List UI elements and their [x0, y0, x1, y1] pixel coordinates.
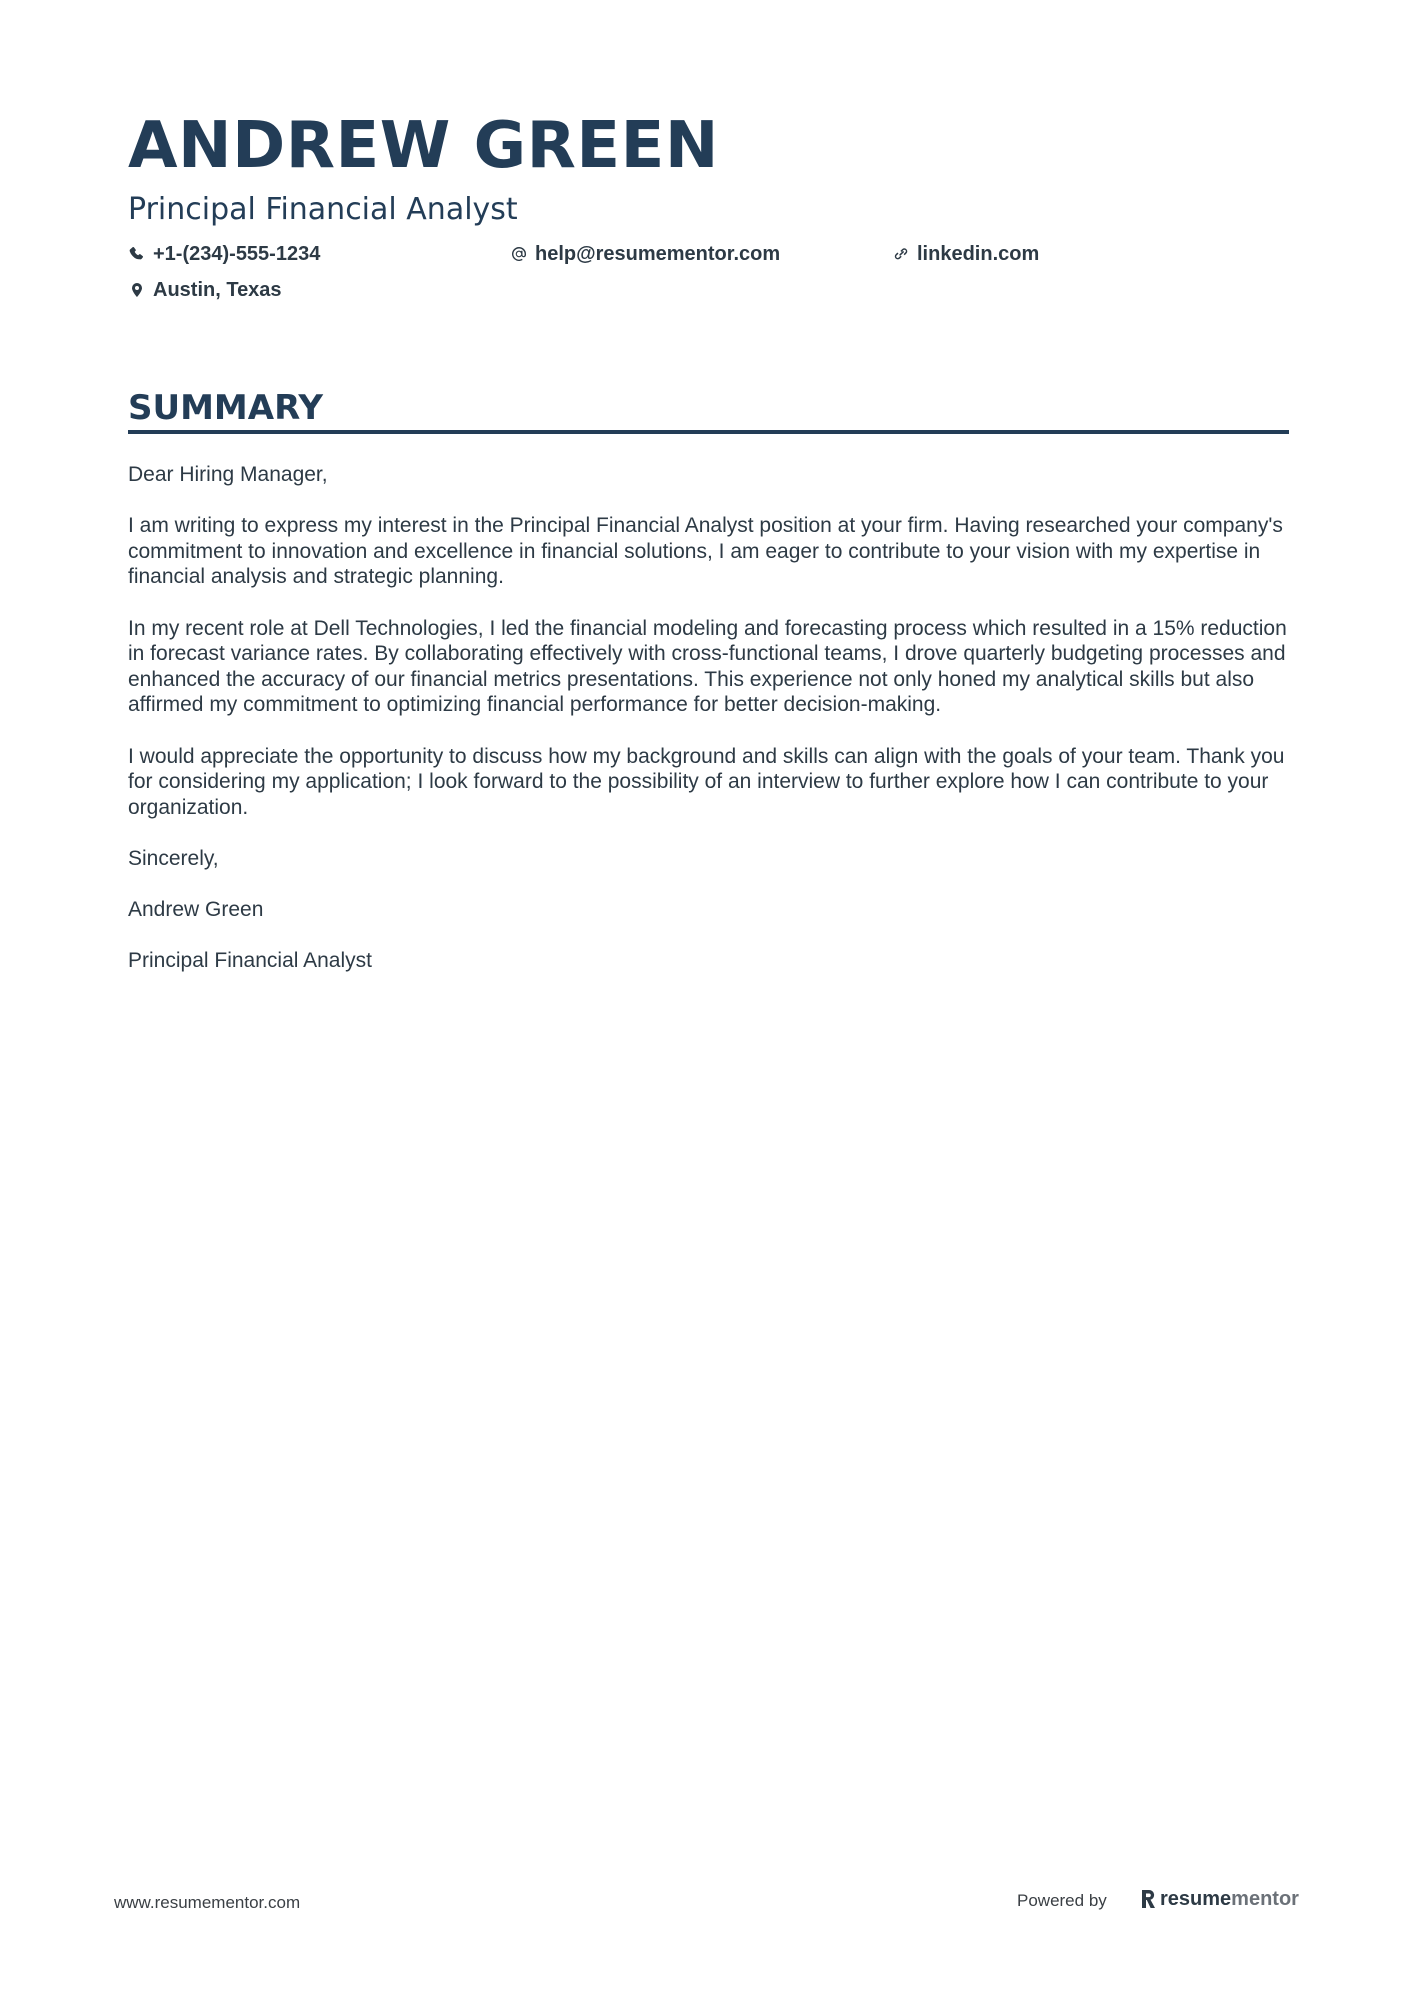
signature-name: Andrew Green: [128, 898, 264, 922]
link-icon: [892, 245, 910, 263]
contact-location: [128, 276, 282, 304]
email-text[interactable]: help@resumementor.com: [535, 243, 781, 265]
contact-email[interactable]: [510, 240, 780, 268]
location-pin-icon: [128, 281, 146, 299]
contact-phone: [128, 240, 320, 268]
at-icon: [510, 245, 528, 263]
contact-link[interactable]: [892, 240, 1039, 268]
candidate-name: ANDREW GREEN: [128, 109, 719, 183]
salutation: Dear Hiring Manager,: [128, 463, 328, 486]
signature-title: Principal Financial Analyst: [128, 949, 372, 973]
paragraph-experience: In my recent role at Dell Technologies, I led the financial modeling and forecasting process which resulted in a 15% reduction in forecast variance rates. By collaborating effectively with cross-functional teams, I drove quarterly budgeting processes and enhanced the accuracy of our financial metrics presentations. This experience not only honed my analytical skills but also affirmed my commitment to optimizing financial performance for better decision-making.: [128, 616, 1287, 717]
section-heading-summary: SUMMARY: [128, 388, 324, 428]
brand-logo[interactable]: [1140, 1886, 1299, 1912]
closing: Sincerely,: [128, 846, 219, 870]
location-text: Austin, Texas: [153, 279, 282, 301]
phone-icon: [128, 245, 146, 263]
phone-text: +1-(234)-555-1234: [153, 243, 321, 265]
paragraph-intro: I am writing to express my interest in the Principal Financial Analyst position at your firm. Having researched your company's commitment to innovation and excellence in financial solutions, I am eager to contribute to your vision with my expertise in financial analysis and strategic planning.: [128, 514, 1283, 589]
paragraph-closing: I would appreciate the opportunity to discuss how my background and skills can align with the goals of your team. Thank you for considering my application; I look forward to the possibility of an interview to further explore how I can contribute to your organization.: [128, 744, 1285, 819]
powered-by-label: Powered by: [1017, 1891, 1107, 1910]
brand-text-part2: mentor: [1231, 1888, 1299, 1910]
candidate-title: Principal Financial Analyst: [128, 192, 518, 227]
footer-url[interactable]: www.resumementor.com: [114, 1893, 301, 1912]
link-text[interactable]: linkedin.com: [917, 243, 1040, 265]
section-divider: [128, 430, 1289, 434]
brand-text-part1: resume: [1160, 1888, 1232, 1910]
brand-mark-icon: [1140, 1888, 1156, 1910]
letter-body: [128, 462, 1293, 999]
